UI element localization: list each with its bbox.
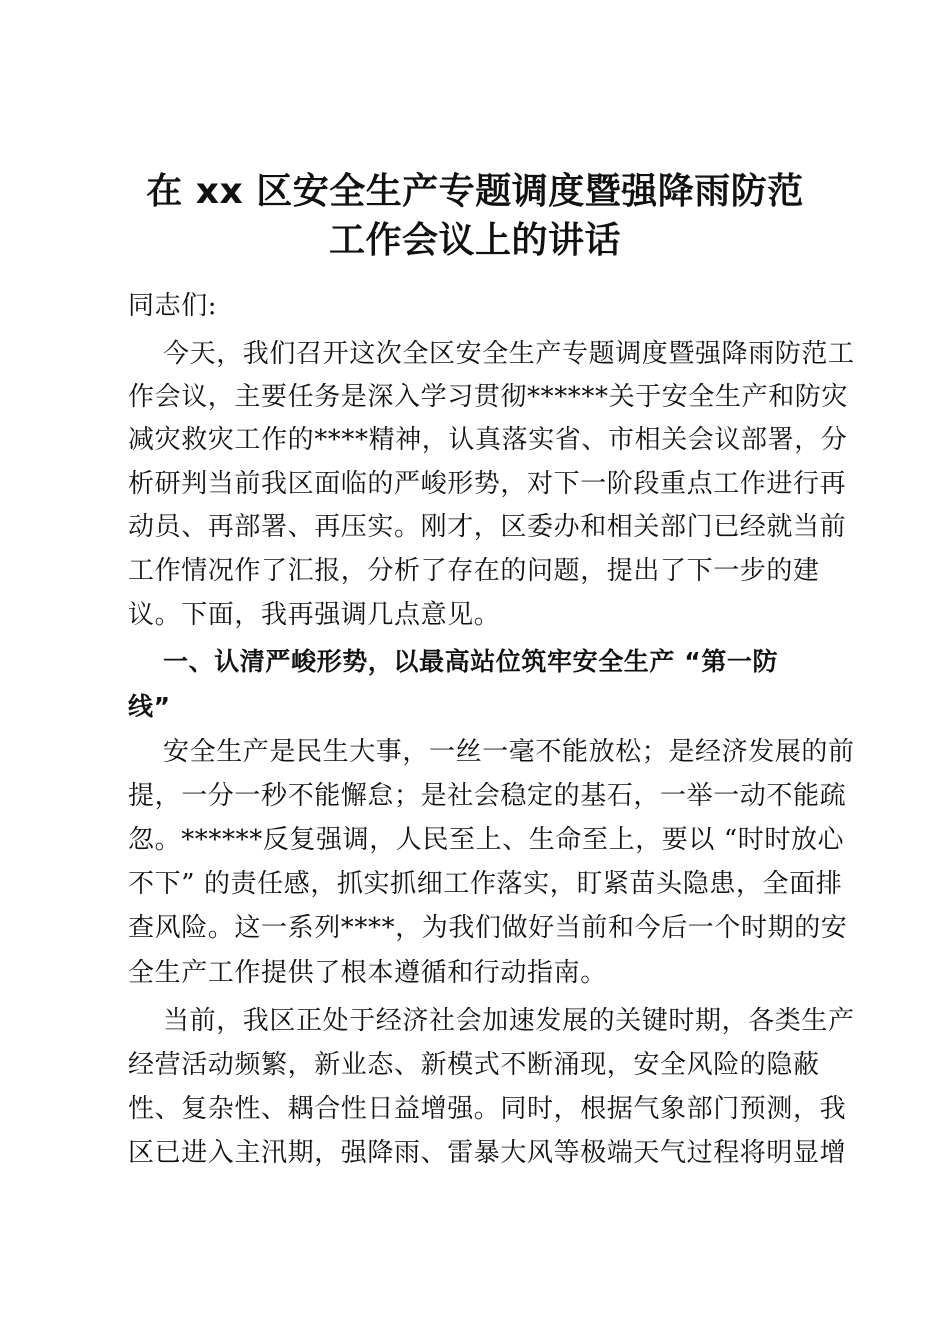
paragraph-1-line-1: 今天，我们召开这次全区安全生产专题调度暨强降雨防范工 — [163, 339, 855, 369]
paragraph-3-line-2: 经营活动频繁，新业态、新模式不断涌现，安全风险的隐蔽 — [128, 1050, 820, 1080]
section-1-heading-line-1: 一、认清严峻形势，以最高站位筑牢安全生产 “第一防 — [163, 647, 779, 676]
section-1-heading-line-2: 线” — [128, 692, 171, 721]
paragraph-2-line-5: 查风险。这一系列****，为我们做好当前和今后一个时期的安 — [128, 913, 848, 943]
document-title-line-1: 在 xx 区安全生产专题调度暨强降雨防范 — [146, 171, 804, 212]
paragraph-1-line-6: 工作情况作了汇报，分析了存在的问题，提出了下一步的建 — [128, 556, 820, 586]
paragraph-3-line-3: 性、复杂性、耦合性日益增强。同时，根据气象部门预测，我 — [128, 1094, 847, 1124]
paragraph-2-line-1: 安全生产是民生大事，一丝一毫不能放松；是经济发展的前 — [163, 737, 855, 767]
paragraph-2-line-2: 提，一分一秒不能懈怠；是社会稳定的基石，一举一动不能疏 — [128, 781, 847, 811]
salutation: 同志们: — [128, 291, 218, 321]
paragraph-3-line-1: 当前，我区正处于经济社会加速发展的关键时期，各类生产 — [163, 1006, 855, 1036]
paragraph-1-line-2: 作会议，主要任务是深入学习贯彻******关于安全生产和防灾 — [128, 382, 849, 412]
paragraph-2-line-6: 全生产工作提供了根本遵循和行动指南。 — [128, 958, 607, 988]
paragraph-1-line-3: 减灾救灾工作的****精神，认真落实省、市相关会议部署，分 — [128, 425, 848, 455]
paragraph-2-line-4: 不下” 的责任感，抓实抓细工作落实，盯紧苗头隐患，全面排 — [128, 869, 843, 899]
paragraph-3-line-4: 区已进入主汛期，强降雨、雷暴大风等极端天气过程将明显增 — [128, 1138, 847, 1168]
paragraph-1-line-5: 动员、再部署、再压实。刚才，区委办和相关部门已经就当前 — [128, 512, 847, 542]
paragraph-2-line-3: 忽。******反复强调，人民至上、生命至上，要以 “时时放心 — [128, 825, 845, 855]
document-title-line-2: 工作会议上的讲话 — [328, 220, 621, 261]
paragraph-1-line-4: 析研判当前我区面临的严峻形势，对下一阶段重点工作进行再 — [128, 469, 847, 499]
paragraph-1-line-7: 议。下面，我再强调几点意见。 — [128, 600, 501, 630]
